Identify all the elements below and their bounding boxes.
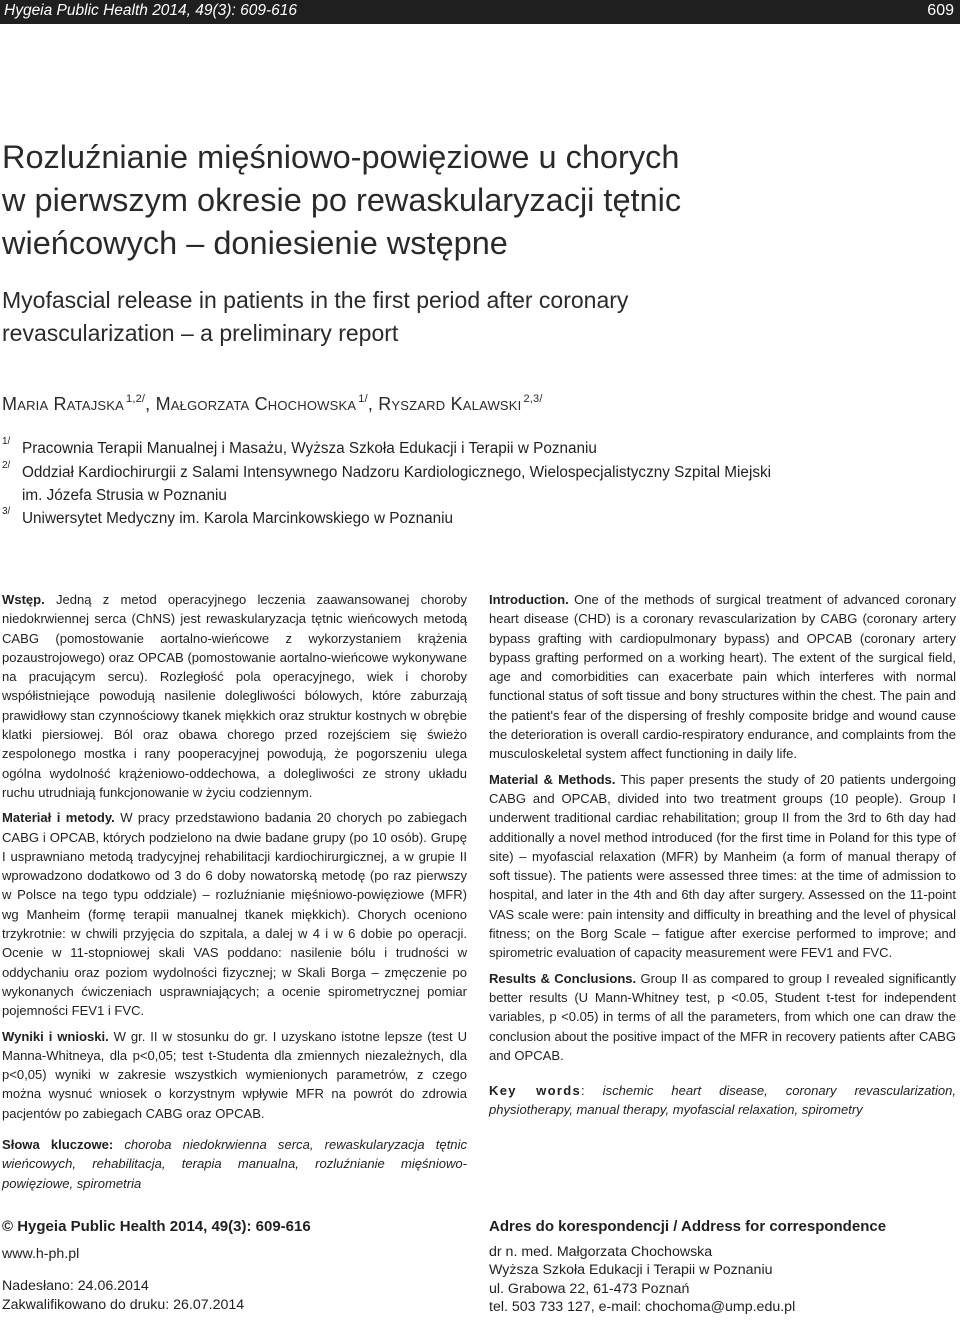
abstract-en-results <box>489 969 956 1065</box>
section-text: This paper presents the study of 20 patients undergoing CABG and OPCAB, divided into two treatment groups (10 people). Group I underwent traditional cardiac rehabilitation; group II from the 3rd to 6th day had additionally a novel method introduced (for the first time in Poland for this type of site) – myofascial relaxation (MFR) by Manheim (a form of manual therapy of soft tissue). The patients were assessed three times: at the time of admission to hospital, and later in the 4th and 6th day after surgery. Assessed on the 11-point VAS scale were: pain intensity and difficulty in breathing and the level of physical fitness; on the Borg Scale – fatigue after exercise performed to improve; and spirometric evaluation of capacity measurement were FEV1 and FVC. <box>489 771 956 961</box>
correspondence-address <box>489 1218 886 1317</box>
section-text: One of the methods of surgical treatment of advanced coronary heart disease (CHD) is a coronary revascularization by CABG (coronary artery bypass grafting with cardiopulmonary bypass) and OPCAB (coronary artery bypass grafting performed on a working heart). The extent of the surgical field, age and comorbidities can exacerbate pain which interferes with normal functional status of soft tissue and bony structures within the chest. The pain and the patient's fear of the dispersing of freshly composite bridge and wound cause the deterioration is overall cardio-respiratory endurance, and complaints from the musculoskeletal system affect functioning in daily life. <box>489 592 956 762</box>
abstract-pl-results <box>2 1027 467 1123</box>
author-separator: , <box>145 394 156 414</box>
abstract-en-methods <box>489 770 956 963</box>
affiliation-number: 3/ <box>2 506 11 517</box>
running-header <box>0 0 960 24</box>
section-label: Materiał i metody. <box>2 810 115 826</box>
keywords-colon: : <box>581 1083 585 1099</box>
abstract-pl-methods <box>2 808 467 1020</box>
affiliation-text: im. Józefa Strusia w Poznaniu <box>22 487 227 504</box>
page-number: 609 <box>927 2 954 19</box>
author-name: Małgorzata Chochowska <box>155 394 357 414</box>
section-label: Key words <box>489 1083 582 1099</box>
abstract-pl-introduction <box>2 590 467 802</box>
section-label: Material & Methods. <box>489 771 616 787</box>
author-name: Maria Ratajska <box>2 394 125 414</box>
affiliation-number: 1/ <box>2 436 11 447</box>
section-text: Jedną z metod operacyjnego leczenia zaawansowanej choroby niedokrwiennej serca (ChNS) jest rewaskularyzacja tętnic wieńcowych metodą CABG (pomostowanie aortalno-wieńcowe z wykorzystaniem krążenia pozaustrojowego) oraz OPCAB (pomostowanie aortalno-wieńcowe wykonywane na pracującym sercu). Rozległość pola operacyjnego, wiek i choroby współistniejące powodują nasilenie dolegliwości bólowych, które zaburzają prawidłowy stan czynnościowy tkanek miękkich oraz struktur kostnych w obrębie klatki piersiowej. Ból oraz obawa chorego przed rozejściem się świeżo zespolonego mostka i rany pooperacyjnej powodują, że pogorszeniu ulega ogólna wydolność krążeniowo-oddechowa, a dolegliwości ze strony układu ruchu utrudniają funkcjonowanie w życiu codziennym. <box>2 592 467 800</box>
abstract-english <box>489 590 956 1120</box>
section-label: Wstęp. <box>2 592 45 607</box>
abstract-en-introduction <box>489 590 956 764</box>
affiliation-text: Oddział Kardiochirurgii z Salami Intensywnego Nadzoru Kardiologicznego, Wielospecjalistyczny Szpital Miejski <box>22 464 772 481</box>
journal-citation: Hygeia Public Health 2014, 49(3): 609-616 <box>4 2 297 19</box>
affiliation-text: Pracownia Terapii Manualnej i Masażu, Wyższa Szkoła Edukacji i Terapii w Poznaniu <box>22 440 597 457</box>
correspondence-line: Wyższa Szkoła Edukacji i Terapii w Poznaniu <box>489 1262 773 1278</box>
abstract-pl-keywords <box>2 1135 467 1193</box>
author-separator: , <box>367 394 379 414</box>
correspondence-line: ul. Grabowa 22, 61-473 Poznań <box>489 1280 690 1297</box>
received-date: Nadesłano: 24.06.2014 <box>2 1278 149 1294</box>
affiliation-number: 2/ <box>2 460 11 471</box>
title-en-line: revascularization – a preliminary report <box>2 319 399 346</box>
section-label: Wyniki i wnioski. <box>2 1028 109 1044</box>
author-name: Ryszard Kalawski <box>378 394 522 414</box>
keywords-text: choroba niedokrwienna serca, rewaskularyzacja tętnic wieńcowych, rehabilitacja, terapia manualna, rozluźnianie mięśniowo-powięziowe, spirometria <box>2 1137 467 1191</box>
abstract-polish <box>2 590 467 1193</box>
author-affiliation-ref: 1/ <box>358 393 368 405</box>
footer-publication-info <box>2 1218 311 1314</box>
title-polish <box>2 136 942 265</box>
title-english <box>2 284 902 349</box>
title-pl-line: wieńcowych – doniesienie wstępne <box>2 225 508 261</box>
title-pl-line: Rozluźnianie mięśniowo-powięziowe u chorych <box>2 139 680 175</box>
abstract-en-keywords <box>489 1081 956 1120</box>
author-list <box>2 393 922 415</box>
section-label: Results & Conclusions. <box>489 970 637 986</box>
journal-website: www.h-ph.pl <box>2 1245 80 1262</box>
title-en-line: Myofascial release in patients in the first period after coronary <box>2 287 629 313</box>
title-pl-line: w pierwszym okresie po rewaskularyzacji tętnic <box>2 182 682 218</box>
copyright-line: © Hygeia Public Health 2014, 49(3): 609-616 <box>2 1218 311 1235</box>
section-text: W pracy przedstawiono badania 20 chorych po zabiegach CABG i OPCAB, których podzielono na dwie badane grupy (po 10 osób). Grupę I usprawniano metodą tradycyjnej rehabilitacji kardiochirurgicznej, a w grupie II wprowadzono dodatkowo od 3 do 6 doby nowatorską metodę (po raz pierwszy w Polsce na tego typu oddziale) – rozluźnianie mięśniowo-powięziowe (MFR) wg Manheim (formę terapii manualnej tkanek miękkich). Chorych oceniono trzykrotnie: w chwili przyjęcia do szpitala, a dalej w 4 i w 6 dobie po operacji. Ocenie w 11-stopniowej skali VAS poddano: nasilenie bólu i trudności w oddychaniu oraz poziom wydolności fizycznej; w Skali Borga – zmęczenie po wykonanych ćwiczeniach usprawniających; a ocenie spirometrycznej pomiar pojemności FEV1 i FVC. <box>2 810 467 1019</box>
affiliation-text: Uniwersytet Medyczny im. Karola Marcinkowskiego w Poznaniu <box>22 510 454 527</box>
author-affiliation-ref: 1,2/ <box>126 393 146 405</box>
section-label: Introduction. <box>489 592 569 607</box>
keywords-text: ischemic heart disease, coronary revascularization, physiotherapy, manual therapy, myofascial relaxation, spirometry <box>489 1083 956 1118</box>
correspondence-line: tel. 503 733 127, e-mail: chochoma@ump.edu.pl <box>489 1299 796 1315</box>
section-label: Słowa kluczowe: <box>2 1137 114 1153</box>
author-affiliation-ref: 2,3/ <box>523 393 543 405</box>
correspondence-heading: Adres do korespondencji / Address for correspondence <box>489 1218 887 1235</box>
correspondence-line: dr n. med. Małgorzata Chochowska <box>489 1243 713 1260</box>
accepted-date: Zakwalifikowano do druku: 26.07.2014 <box>2 1296 245 1313</box>
section-text: Group II as compared to group I revealed significantly better results (U Mann-Whitney test, p <0.05, Student t-test for independent variables, p <0.05) in terms of all the parameters, from which one can draw the conclusion about the positive impact of the MFR in recovery patients after CABG and OPCAB. <box>489 970 956 1063</box>
section-text: W gr. II w stosunku do gr. I uzyskano istotne lepsze (test U Manna-Whitneya, dla p<0,05; test t-Studenta dla zmiennych niezależnych, dla p<0,05) wyniki w zakresie wszystkich wymienionych parametrów, z czego można wysnuć wniosek o korzystnym wpływie MFR na powrót do zdrowia pacjentów po zabiegach CABG oraz OPCAB. <box>2 1028 467 1121</box>
